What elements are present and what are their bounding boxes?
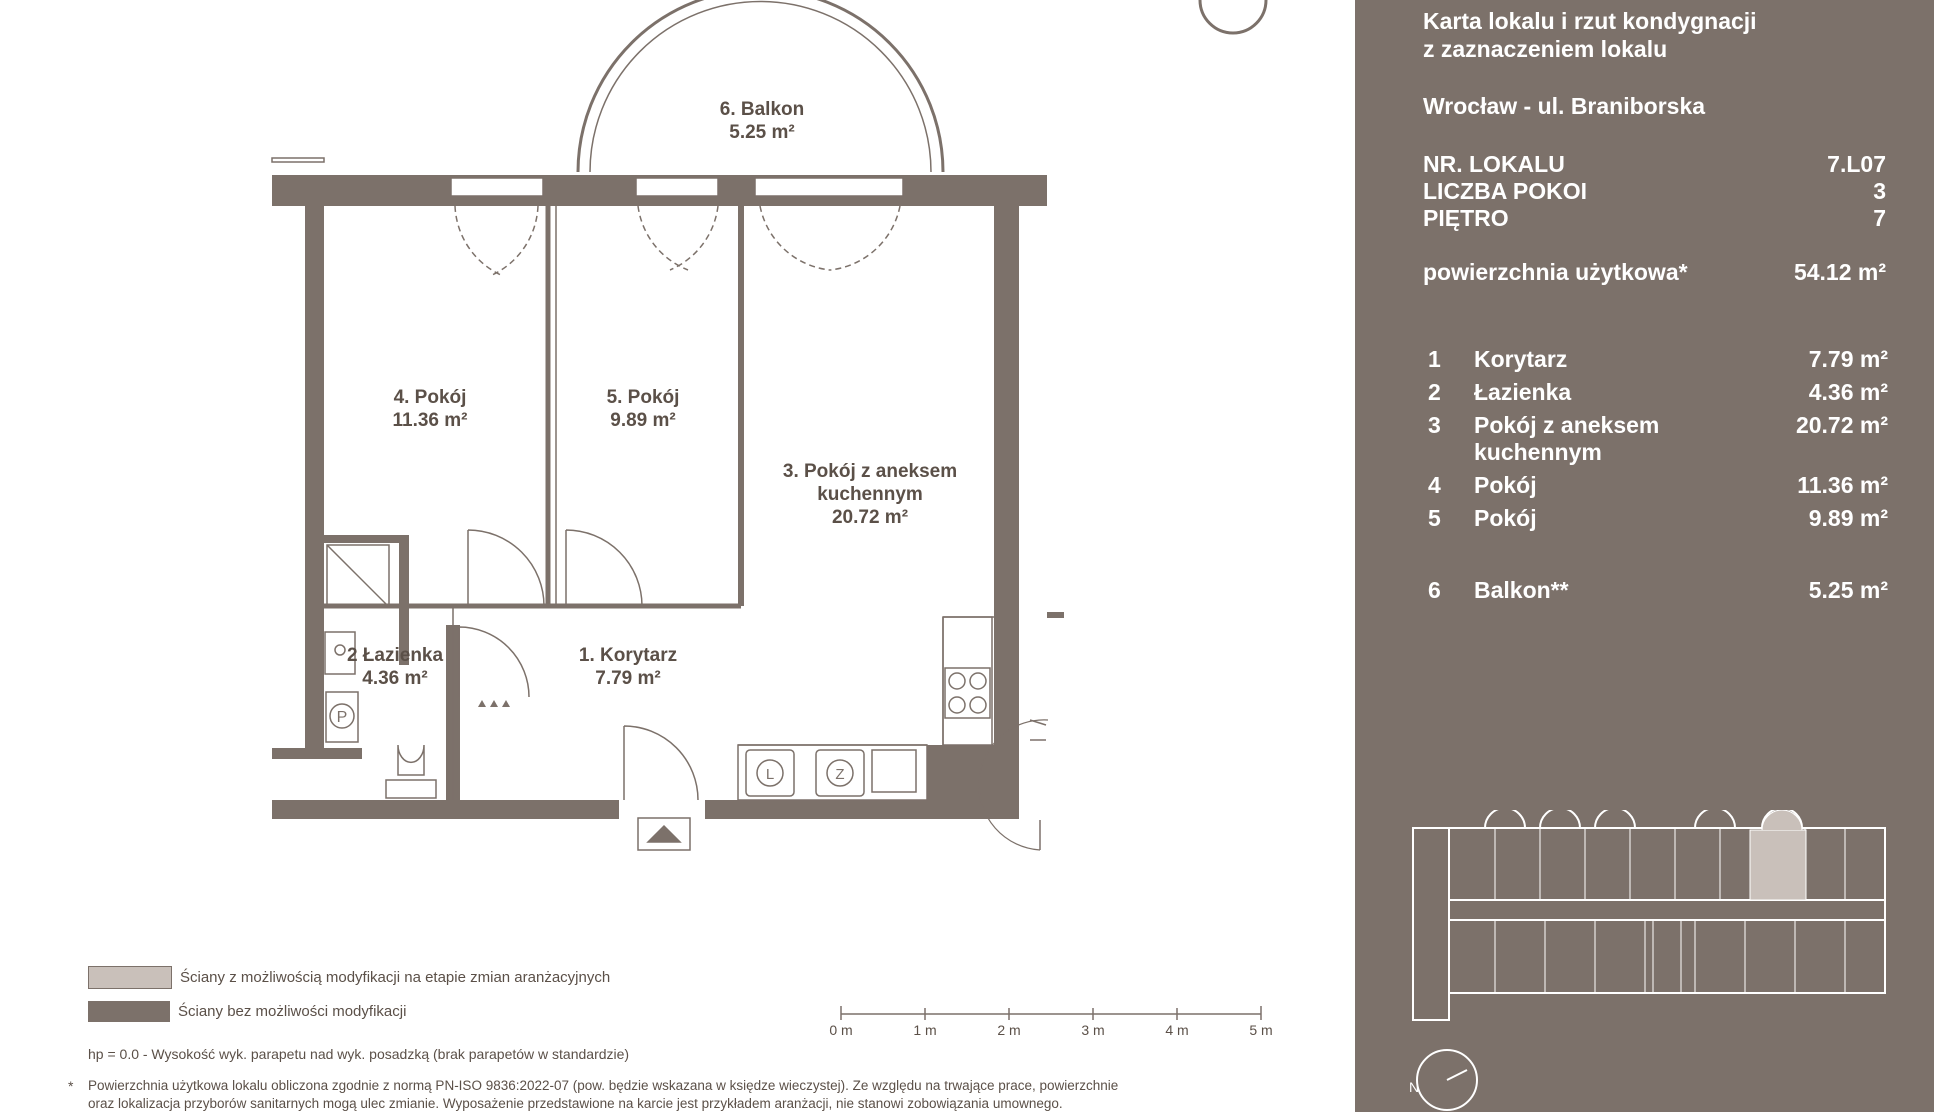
pokoj4-name: 4. Pokój bbox=[393, 387, 467, 408]
room-row-2 bbox=[1428, 379, 1888, 406]
entrance-marker bbox=[638, 818, 690, 850]
room-name: Balkon** bbox=[1474, 577, 1569, 603]
room-row-1 bbox=[1428, 346, 1888, 373]
liczba-pokoi-value: 3 bbox=[1873, 178, 1886, 204]
room-name: Korytarz bbox=[1474, 346, 1568, 372]
nr-lokalu-value: 7.L07 bbox=[1827, 151, 1886, 177]
hp-note: hp = 0.0 - Wysokość wyk. parapetu nad wyk. posadzką (brak parapetów w standardzie) bbox=[88, 1046, 630, 1062]
footnote-line1: Powierzchnia użytkowa lokalu obliczona zgodnie z normą PN-ISO 9836:2022-07 (pow. będzie wskazana w księdze wieczystej). Ze względu na trwające prace, powierzchnie bbox=[88, 1078, 1119, 1093]
room-area: 20.72 m² bbox=[1795, 412, 1888, 438]
pokoj3-area: 20.72 m² bbox=[831, 507, 909, 528]
label-balkon bbox=[662, 98, 862, 144]
scale-label-1: 1 m bbox=[913, 1022, 937, 1038]
area-value: 54.12 m² bbox=[1793, 259, 1886, 285]
room-num: 3 bbox=[1428, 412, 1441, 438]
room-row-6 bbox=[1428, 577, 1888, 604]
area-label: powierzchnia użytkowa* bbox=[1423, 259, 1688, 285]
title-line2: z zaznaczeniem lokalu bbox=[1423, 36, 1668, 62]
scale-bar bbox=[841, 1006, 1261, 1020]
room-area: 5.25 m² bbox=[1808, 577, 1888, 603]
room-area: 9.89 m² bbox=[1808, 505, 1888, 531]
room-num: 1 bbox=[1428, 346, 1441, 372]
label-pokoj-5 bbox=[543, 386, 743, 432]
pokoj3-name-line2: kuchennym bbox=[817, 484, 923, 505]
korytarz-name: 1. Korytarz bbox=[578, 645, 678, 666]
room-num: 5 bbox=[1428, 505, 1441, 531]
scale-label-0: 0 m bbox=[829, 1022, 853, 1038]
room-area: 7.79 m² bbox=[1808, 346, 1888, 372]
label-korytarz bbox=[528, 644, 728, 690]
legend-text-modifiable: Ściany z możliwością modyfikacji na etapie zmian aranżacyjnych bbox=[180, 968, 611, 986]
pokoj4-area: 11.36 m² bbox=[392, 410, 468, 431]
room-num: 6 bbox=[1428, 577, 1441, 603]
lazienka-num: 2 bbox=[346, 645, 358, 666]
room-area: 11.36 m² bbox=[1797, 472, 1888, 498]
room-num: 4 bbox=[1428, 472, 1441, 498]
footnote-line2: oraz lokalizacja przyborów sanitarnych mogą ulec zmianie. Wyposażenie przedstawione na karcie jest przykładem aranżacji, nie stanowi zobowiązania umownego. bbox=[88, 1096, 1063, 1111]
scale-label-5: 5 m bbox=[1249, 1022, 1273, 1038]
svg-text:P: P bbox=[336, 709, 348, 726]
legend-swatch-modifiable bbox=[88, 966, 172, 989]
legend-swatch-fixed bbox=[88, 1001, 170, 1022]
korytarz-area: 7.79 m² bbox=[595, 668, 661, 689]
svg-text:N: N bbox=[1409, 1079, 1420, 1095]
vent-dots bbox=[478, 700, 510, 707]
legend-modifiable bbox=[88, 965, 610, 989]
label-lazienka bbox=[340, 644, 450, 690]
legend-text-fixed: Ściany bez możliwości modyfikacji bbox=[178, 1002, 407, 1020]
svg-text:Z: Z bbox=[835, 766, 845, 783]
scale-label-3: 3 m bbox=[1081, 1022, 1105, 1038]
room-row-4 bbox=[1428, 472, 1888, 499]
room-name: Łazienka bbox=[1474, 379, 1572, 405]
pokoj5-area: 9.89 m² bbox=[610, 410, 676, 431]
svg-text:L: L bbox=[765, 766, 775, 783]
title-line1: Karta lokalu i rzut kondygnacji bbox=[1423, 8, 1757, 34]
highlighted-unit bbox=[1750, 830, 1806, 900]
location: Wrocław - ul. Braniborska bbox=[1423, 93, 1706, 119]
nr-lokalu-label: NR. LOKALU bbox=[1423, 151, 1565, 177]
scale-label-4: 4 m bbox=[1165, 1022, 1189, 1038]
balkon-area: 5.25 m² bbox=[729, 122, 795, 143]
footnote-star: * bbox=[68, 1078, 74, 1094]
balcony-outline-inner bbox=[590, 1, 931, 172]
room-row-3 bbox=[1428, 412, 1888, 465]
pietro-label: PIĘTRO bbox=[1423, 205, 1509, 231]
lazienka-name: Łazienka bbox=[362, 645, 444, 666]
pokoj3-name-line1: 3. Pokój z aneksem bbox=[782, 461, 958, 482]
room-num: 2 bbox=[1428, 379, 1441, 405]
label-pokoj-4 bbox=[330, 386, 530, 432]
north-arrow-circle-partial bbox=[1200, 0, 1266, 33]
room-area: 4.36 m² bbox=[1808, 379, 1888, 405]
balcony-outline bbox=[578, 0, 943, 172]
scale-label-2: 2 m bbox=[997, 1022, 1021, 1038]
legend-fixed bbox=[88, 999, 406, 1023]
room-row-5 bbox=[1428, 505, 1888, 532]
pokoj5-name: 5. Pokój bbox=[606, 387, 680, 408]
balkon-name: 6. Balkon bbox=[719, 99, 805, 120]
liczba-pokoi-label: LICZBA POKOI bbox=[1423, 178, 1587, 204]
room-name: Pokój bbox=[1474, 472, 1537, 498]
info-sidebar bbox=[1355, 0, 1934, 1112]
pietro-value: 7 bbox=[1873, 205, 1886, 231]
building-key-plan bbox=[1405, 810, 1895, 1025]
lazienka-area: 4.36 m² bbox=[362, 668, 428, 689]
compass-icon bbox=[1405, 1040, 1485, 1112]
room-name: Pokój z aneksem kuchennym bbox=[1474, 412, 1660, 465]
room-name: Pokój bbox=[1474, 505, 1537, 531]
label-pokoj-3 bbox=[750, 460, 990, 529]
